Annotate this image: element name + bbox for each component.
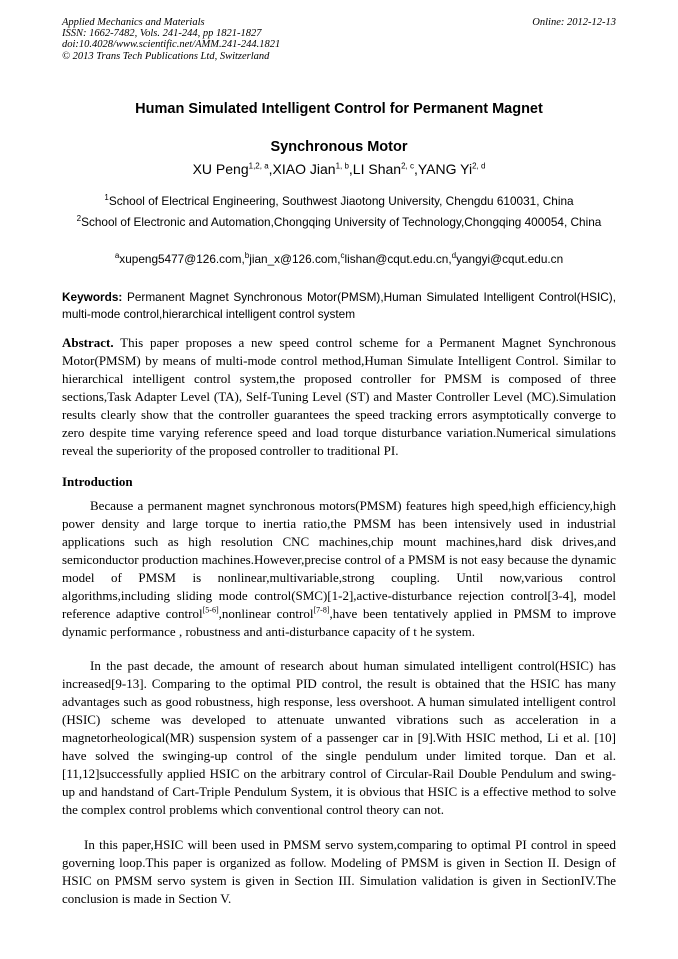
intro-paragraph-3: In this paper,HSIC will been used in PMSM servo system,comparing to optimal PI control in speed governing loop.This paper is organized as follow. Modeling of PMSM is given in Section II. Design of HSIC on PMSM servo system is given in Section III. Simulation validation is given in SectionIV.The conclusion is made in Section V. <box>62 837 616 906</box>
abstract <box>62 334 616 460</box>
abstract-text: This paper proposes a new speed control scheme for a Permanent Magnet Synchronous Motor(PMSM) by means of multi-mode control method,Human Simulate Intelligent Control. Similar to hierarchical intelligent control system,the proposed controller for PMSM is composed of three sections,Task Adapter Level (TA), Self-Tuning Level (ST) and Master Controller Level (MC).Simulation results clearly show that the controller guarantees the speed tracking errors asymptotically converge to zero despite time varying reference speed and load torque disturbance variation.Numerical simulations reveal the superiority of the proposed controller to traditional PI. <box>62 335 616 458</box>
paragraph-text: Because a permanent magnet synchronous motors(PMSM) features high speed,high efficiency,high power density and large torque to inertia ratio,the PMSM has been intensively used in industrial applications such as high resolution CNC machines,chip mount machines,hard disk drives,and semiconductor production machines.However,precise control of a PMSM is not easy because the dynamic model of PMSM is nonlinear,multivariable,strong coupling. Until now,various control algorithms,including sliding mode control(SMC)[1-2],active-disturbance rejection control[3-4], model reference adaptive control <box>62 498 616 621</box>
affiliation-sup: 1 <box>104 193 109 203</box>
journal-header <box>62 17 616 62</box>
email: lishan@cqut.edu.cn, <box>344 252 452 266</box>
email-sup: b <box>244 251 250 261</box>
email: jian_x@126.com, <box>249 252 341 266</box>
affiliation-1 <box>62 194 616 209</box>
email-sup: d <box>451 251 457 261</box>
paper-title <box>62 90 616 166</box>
email-sup: c <box>340 251 345 261</box>
issn-line: ISSN: 1662-7482, Vols. 241-244, pp 1821-1827 <box>62 28 262 40</box>
online-date: Online: 2012-12-13 <box>532 17 616 28</box>
doi-line: doi:10.4028/www.scientific.net/AMM.241-244.1821 <box>62 39 281 51</box>
keywords <box>62 289 616 322</box>
email-list <box>62 252 616 266</box>
citation-sup: [5-6] <box>202 605 219 615</box>
author-name: ,XIAO Jian <box>268 161 336 177</box>
author-sup: 1, b <box>335 161 349 171</box>
email: yangyi@cqut.edu.cn <box>456 252 564 266</box>
intro-paragraph-1 <box>62 497 616 641</box>
keywords-label: Keywords: <box>62 290 123 304</box>
email-sup: a <box>114 251 120 261</box>
section-heading-introduction: Introduction <box>62 474 133 489</box>
author-name: ,LI Shan <box>348 161 402 177</box>
affiliation-text: School of Electronic and Automation,Chongqing University of Technology,Chongqing 400054, China <box>81 215 602 229</box>
author-sup: 1,2, a <box>248 161 269 171</box>
paragraph-text: ,nonlinear control <box>218 606 314 621</box>
affiliation-text: School of Electrical Engineering, Southwest Jiaotong University, Chengdu 610031, China <box>108 194 574 208</box>
author-sup: 2, d <box>472 161 486 171</box>
author-name: XU Peng <box>192 161 249 177</box>
intro-paragraph-2: In the past decade, the amount of research about human simulated intelligent control(HSIC) has increased[9-13]. Comparing to the optimal PID control, the result is obtained that the HSIC has many advantages such as good robustness, high response, less overshoot. A human simulated intelligent control (HSIC) scheme was developed to attenuate unwanted vibrations such as acceleration in a magnetorheological(MR) suspension system of a passenger car in [9].With HSIC method, Li et al. [10] have solved the swinging-up control of the single pendulum under limited torque. Dan et al.[11,12]successfully applied HSIC on the arbitrary control of Circular-Rail Double Pendulum and swing-up and handstand of Cart-Triple Pendulum System, it is obvious that HSIC is a effective method to solve the complex control problems which conventional control theory can not. <box>62 658 616 817</box>
author-sup: 2, c <box>401 161 414 171</box>
author-list <box>62 161 616 177</box>
journal-name: Applied Mechanics and Materials <box>62 17 205 28</box>
affiliation-2 <box>62 215 616 230</box>
abstract-label: Abstract. <box>62 335 114 350</box>
paragraph-text: ,have been tentatively applied in PMSM to improve dynamic performance , robustness and anti-disturbance capacity of t he system. <box>62 606 616 639</box>
email: xupeng5477@126.com, <box>119 252 245 266</box>
author-name: ,YANG Yi <box>413 161 473 177</box>
title-line-1: Human Simulated Intelligent Control for Permanent Magnet <box>135 101 543 117</box>
title-line-2: Synchronous Motor <box>270 139 408 155</box>
keywords-text: Permanent Magnet Synchronous Motor(PMSM),Human Simulated Intelligent Control(HSIC), multi-mode control,hierarchical intelligent control system <box>62 290 616 321</box>
citation-sup: [7-8] <box>313 605 330 615</box>
copyright-line: © 2013 Trans Tech Publications Ltd, Switzerland <box>62 50 270 62</box>
affiliation-sup: 2 <box>76 214 82 224</box>
